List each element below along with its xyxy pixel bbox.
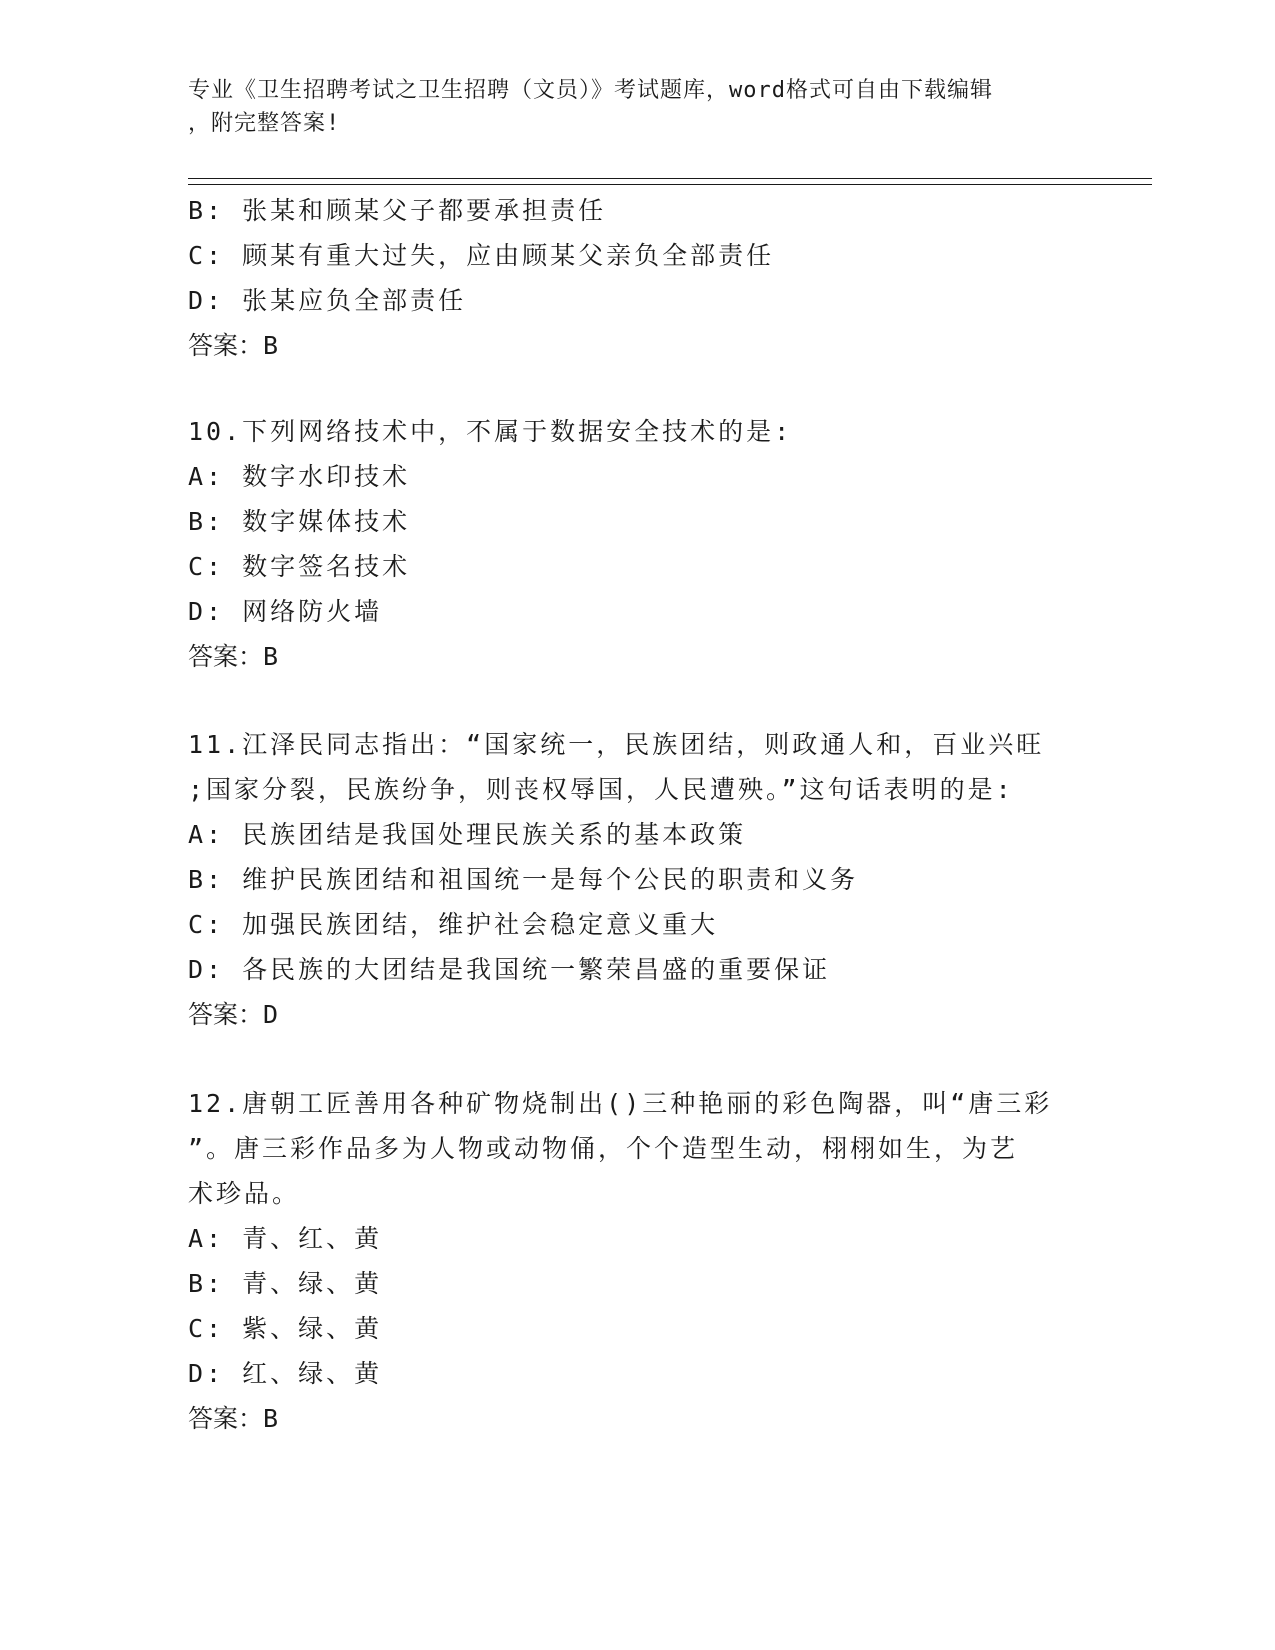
q12-question-line-1: 12.唐朝工匠善用各种矿物烧制出()三种艳丽的彩色陶器，叫“唐三彩 (188, 1089, 1053, 1118)
answer-label: 答案： (188, 331, 264, 360)
q10-option-c: C: 数字签名技术 (188, 552, 411, 581)
q11-question-line-2: ;国家分裂，民族纷争，则丧权辱国，人民遭殃。”这句话表明的是: (188, 775, 1014, 804)
header-line-1: 专业《卫生招聘考试之卫生招聘（文员）》考试题库，word格式可自由下载编辑 (188, 78, 993, 103)
q10-option-a: A: 数字水印技术 (188, 462, 411, 491)
answer-value: D (263, 1000, 279, 1029)
q10-answer (188, 642, 278, 672)
q11-option-a: A: 民族团结是我国处理民族关系的基本政策 (188, 820, 747, 849)
document-header (188, 74, 1068, 140)
answer-label: 答案： (188, 1404, 264, 1433)
answer-label: 答案： (188, 1000, 264, 1029)
q11-option-c: C: 加强民族团结，维护社会稳定意义重大 (188, 910, 719, 939)
q12-question-line-3: 术珍品。 (188, 1179, 301, 1208)
q11-answer (188, 1000, 278, 1030)
q11-question-line-1: 11.江泽民同志指出：“国家统一，民族团结，则政通人和，百业兴旺 (188, 730, 1045, 759)
q12-option-a: A: 青、红、黄 (188, 1224, 383, 1253)
q11-option-d: D: 各民族的大团结是我国统一繁荣昌盛的重要保证 (188, 955, 831, 984)
q12-option-b: B: 青、绿、黄 (188, 1269, 383, 1298)
header-divider-top (188, 178, 1152, 179)
header-divider-bottom (188, 184, 1152, 185)
q9-answer (188, 331, 278, 361)
q9-option-c: C: 顾某有重大过失，应由顾某父亲负全部责任 (188, 241, 775, 270)
answer-value: B (263, 331, 279, 360)
answer-value: B (263, 642, 279, 671)
q12-option-d: D: 红、绿、黄 (188, 1359, 383, 1388)
answer-label: 答案： (188, 642, 264, 671)
q10-option-d: D: 网络防火墙 (188, 597, 383, 626)
answer-value: B (263, 1404, 279, 1433)
q10-question: 10.下列网络技术中，不属于数据安全技术的是: (188, 417, 793, 446)
q9-option-d: D: 张某应负全部责任 (188, 286, 467, 315)
header-line-2: ，附完整答案! (188, 111, 341, 136)
q12-question-line-2: ”。唐三彩作品多为人物或动物俑，个个造型生动，栩栩如生，为艺 (188, 1134, 1019, 1163)
q11-option-b: B: 维护民族团结和祖国统一是每个公民的职责和义务 (188, 865, 859, 894)
q12-option-c: C: 紫、绿、黄 (188, 1314, 383, 1343)
q9-option-b: B: 张某和顾某父子都要承担责任 (188, 196, 607, 225)
q10-option-b: B: 数字媒体技术 (188, 507, 411, 536)
q12-answer (188, 1404, 278, 1434)
